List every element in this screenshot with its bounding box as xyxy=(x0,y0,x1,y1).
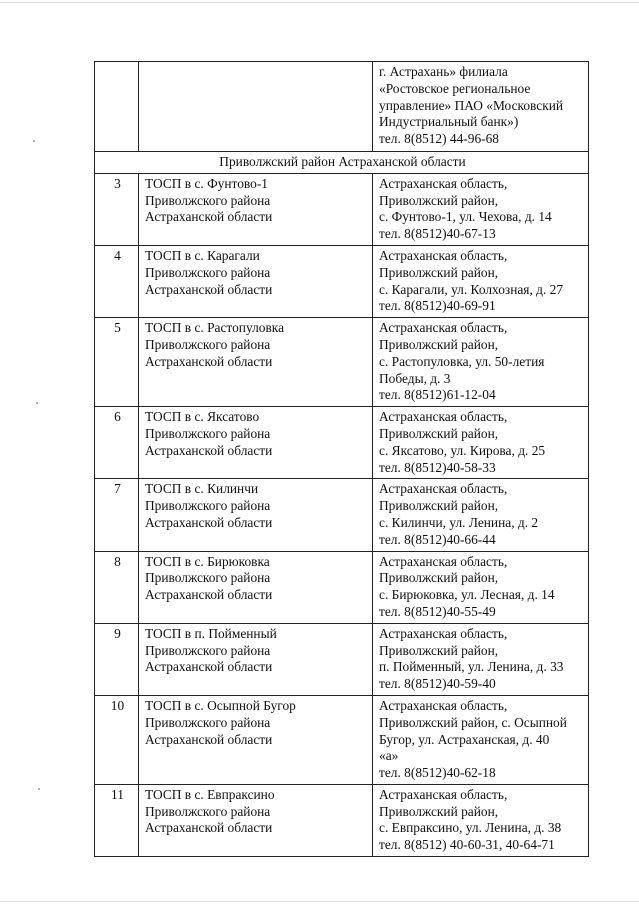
address-cell xyxy=(373,623,589,695)
address-line: п. Пойменный, ул. Ленина, д. 33 xyxy=(379,659,564,675)
name-line: ТОСП в п. Пойменный xyxy=(145,625,277,641)
row-number: 3 xyxy=(95,173,139,245)
address-cell xyxy=(373,784,589,856)
name-cell xyxy=(139,479,373,551)
address-line: Астраханская область, xyxy=(379,625,508,641)
address-line: Астраханская область, xyxy=(379,175,508,191)
address-line: «Ростовское региональное xyxy=(379,80,531,96)
row-number: 9 xyxy=(95,623,139,695)
address-line: Приволжский район, с. Осыпной xyxy=(379,714,567,730)
name-line: Астраханской области xyxy=(145,353,273,369)
num-cell xyxy=(95,62,139,152)
address-line: Победы, д. 3 xyxy=(379,370,451,386)
address-line: Приволжский район, xyxy=(379,425,499,441)
address-cell xyxy=(373,551,589,623)
address-line: Приволжский район, xyxy=(379,642,499,658)
address-line: Астраханская область, xyxy=(379,697,508,713)
name-line: Приволжского района xyxy=(145,570,271,586)
address-line: с. Евпраксино, ул. Ленина, д. 38 xyxy=(379,820,562,836)
address-line: с. Яксатово, ул. Кирова, д. 25 xyxy=(379,442,546,458)
name-line: Астраханской области xyxy=(145,659,273,675)
name-line: ТОСП в с. Килинчи xyxy=(145,481,259,497)
section-row xyxy=(95,152,589,174)
address-cell xyxy=(373,245,589,317)
address-line: тел. 8(8512)40-55-49 xyxy=(379,603,496,619)
name-line: Приволжского района xyxy=(145,425,271,441)
table-row xyxy=(95,245,589,317)
row-number: 11 xyxy=(95,784,139,856)
name-line: Приволжского района xyxy=(145,264,271,280)
name-line: ТОСП в с. Растопуловка xyxy=(145,320,285,336)
row-number: 10 xyxy=(95,695,139,784)
name-line: ТОСП в с. Бирюковка xyxy=(145,553,270,569)
table-row xyxy=(95,623,589,695)
address-line: Приволжский район, xyxy=(379,192,499,208)
address-line: тел. 8(8512)40-69-91 xyxy=(379,298,496,314)
name-line: Астраханской области xyxy=(145,442,273,458)
name-line: Приволжского района xyxy=(145,498,271,514)
address-line: Приволжский район, xyxy=(379,570,499,586)
table-row xyxy=(95,695,589,784)
address-line: Астраханская область, xyxy=(379,320,508,336)
address-line: г. Астрахань» филиала xyxy=(379,64,508,79)
table-row xyxy=(95,784,589,856)
table-row xyxy=(95,551,589,623)
name-line: Приволжского района xyxy=(145,192,271,208)
address-line: Приволжский район, xyxy=(379,498,499,514)
address-cell xyxy=(373,318,589,407)
name-line: Астраханской области xyxy=(145,514,273,530)
address-line: Астраханская область, xyxy=(379,247,508,263)
name-line: ТОСП в с. Фунтово-1 xyxy=(145,175,268,191)
address-line: тел. 8(8512)40-66-44 xyxy=(379,531,496,547)
name-line: Приволжского района xyxy=(145,714,271,730)
address-line: тел. 8(8512)40-58-33 xyxy=(379,459,496,475)
scan-edge-bottom xyxy=(0,901,639,902)
name-line: ТОСП в с. Евпраксино xyxy=(145,786,275,802)
address-line: с. Бирюковка, ул. Лесная, д. 14 xyxy=(379,587,555,603)
address-line: с. Карагали, ул. Колхозная, д. 27 xyxy=(379,281,564,297)
name-line: Астраханской области xyxy=(145,281,273,297)
address-line: Приволжский район, xyxy=(379,803,499,819)
table-row xyxy=(95,407,589,479)
name-line: ТОСП в с. Яксатово xyxy=(145,409,260,425)
row-number: 5 xyxy=(95,318,139,407)
name-line: Астраханской области xyxy=(145,209,273,225)
address-line: тел. 8(8512)40-59-40 xyxy=(379,676,496,692)
address-line: Астраханская область, xyxy=(379,553,508,569)
name-line: Приволжского района xyxy=(145,336,271,352)
address-line: тел. 8(8512) 44-96-68 xyxy=(379,131,500,147)
name-line: Приволжского района xyxy=(145,642,271,658)
address-cell xyxy=(373,407,589,479)
address-line: «а» xyxy=(379,748,399,764)
name-line: ТОСП в с. Осыпной Бугор xyxy=(145,697,296,713)
table-row-continuation xyxy=(95,62,589,152)
table-row xyxy=(95,479,589,551)
address-line: Астраханская область, xyxy=(379,786,508,802)
address-cell xyxy=(373,479,589,551)
name-cell xyxy=(139,173,373,245)
row-number: 6 xyxy=(95,407,139,479)
name-cell xyxy=(139,245,373,317)
row-number: 7 xyxy=(95,479,139,551)
address-cell xyxy=(373,62,589,152)
address-line: Бугор, ул. Астраханская, д. 40 xyxy=(379,731,550,747)
name-line: ТОСП в с. Карагали xyxy=(145,247,260,263)
name-cell xyxy=(139,623,373,695)
address-line: Приволжский район, xyxy=(379,264,499,280)
row-number: 4 xyxy=(95,245,139,317)
address-line: управление» ПАО «Московский xyxy=(379,97,564,113)
section-title: Приволжский район Астраханской области xyxy=(95,152,589,174)
address-line: с. Растопуловка, ул. 50-летия xyxy=(379,353,545,369)
scan-speck xyxy=(38,788,40,790)
name-line: Приволжского района xyxy=(145,803,271,819)
address-line: тел. 8(8512)61-12-04 xyxy=(379,387,496,403)
name-cell xyxy=(139,551,373,623)
scan-edge-top xyxy=(0,2,639,3)
name-line: Астраханской области xyxy=(145,587,273,603)
scan-speck xyxy=(33,140,35,142)
address-cell xyxy=(373,695,589,784)
address-line: тел. 8(8512) 40-60-31, 40-64-71 xyxy=(379,837,555,853)
row-number: 8 xyxy=(95,551,139,623)
address-line: Астраханская область, xyxy=(379,481,508,497)
name-line: Астраханской области xyxy=(145,731,273,747)
name-cell xyxy=(139,62,373,152)
address-line: тел. 8(8512)40-62-18 xyxy=(379,765,496,781)
address-line: с. Фунтово-1, ул. Чехова, д. 14 xyxy=(379,209,552,225)
name-cell xyxy=(139,695,373,784)
address-cell xyxy=(373,173,589,245)
name-cell xyxy=(139,318,373,407)
address-line: Приволжский район, xyxy=(379,336,499,352)
name-line: Астраханской области xyxy=(145,820,273,836)
table-row xyxy=(95,173,589,245)
name-cell xyxy=(139,784,373,856)
scan-speck xyxy=(36,402,38,404)
address-line: Индустриальный банк») xyxy=(379,114,519,130)
address-line: с. Килинчи, ул. Ленина, д. 2 xyxy=(379,514,539,530)
address-line: Астраханская область, xyxy=(379,409,508,425)
name-cell xyxy=(139,407,373,479)
branches-table xyxy=(94,61,589,857)
table-row xyxy=(95,318,589,407)
address-line: тел. 8(8512)40-67-13 xyxy=(379,226,496,242)
